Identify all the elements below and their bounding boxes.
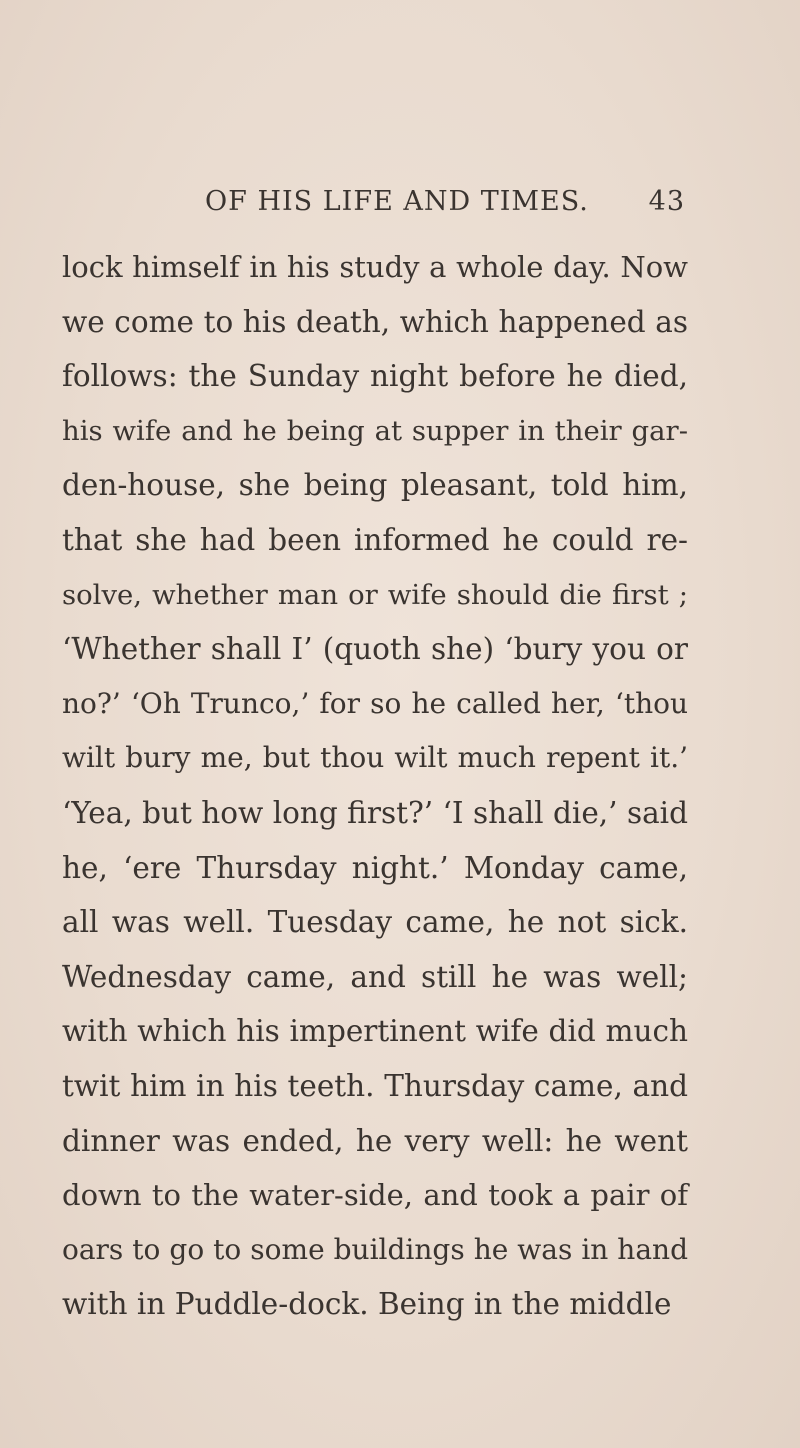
text-line: ‘Yea, but how long first?’ ‘I shall die,’ said — [62, 795, 688, 830]
text-line: follows: the Sunday night before he died, — [62, 359, 688, 394]
text-line: his wife and he being at supper in their gar- — [62, 414, 688, 447]
text-line: den-house, she being pleasant, told him, — [62, 468, 688, 503]
text-line: with in Puddle-dock. Being in the middle — [62, 1287, 672, 1322]
page-number: 43 — [648, 186, 685, 217]
text-line: oars to go to some buildings he was in hand — [62, 1232, 688, 1266]
text-line: with which his impertinent wife did much — [62, 1014, 688, 1049]
text-line: all was well. Tuesday came, he not sick. — [62, 905, 688, 940]
text-line: solve, whether man or wife should die first ; — [62, 578, 688, 611]
text-line: wilt bury me, but thou wilt much repent it.’ — [62, 741, 688, 775]
text-line: no?’ ‘Oh Trunco,’ for so he called her, ‘thou — [62, 686, 688, 720]
text-line: he, ‘ere Thursday night.’ Monday came, — [62, 850, 688, 885]
text-line: dinner was ended, he very well: he went — [62, 1123, 688, 1158]
text-line: twit him in his teeth. Thursday came, and — [62, 1068, 688, 1103]
text-line: that she had been informed he could re- — [62, 522, 688, 557]
text-line: ‘Whether shall I’ (quoth she) ‘bury you or — [62, 632, 688, 667]
text-line: Wednesday came, and still he was well; — [62, 959, 688, 994]
body-text — [62, 240, 688, 1332]
running-head — [205, 186, 685, 226]
text-line: down to the water-side, and took a pair of — [62, 1178, 688, 1213]
text-line: lock himself in his study a whole day. Now — [62, 250, 688, 284]
text-line: we come to his death, which happened as — [62, 304, 688, 339]
running-head-title: OF HIS LIFE AND TIMES. — [205, 186, 589, 217]
